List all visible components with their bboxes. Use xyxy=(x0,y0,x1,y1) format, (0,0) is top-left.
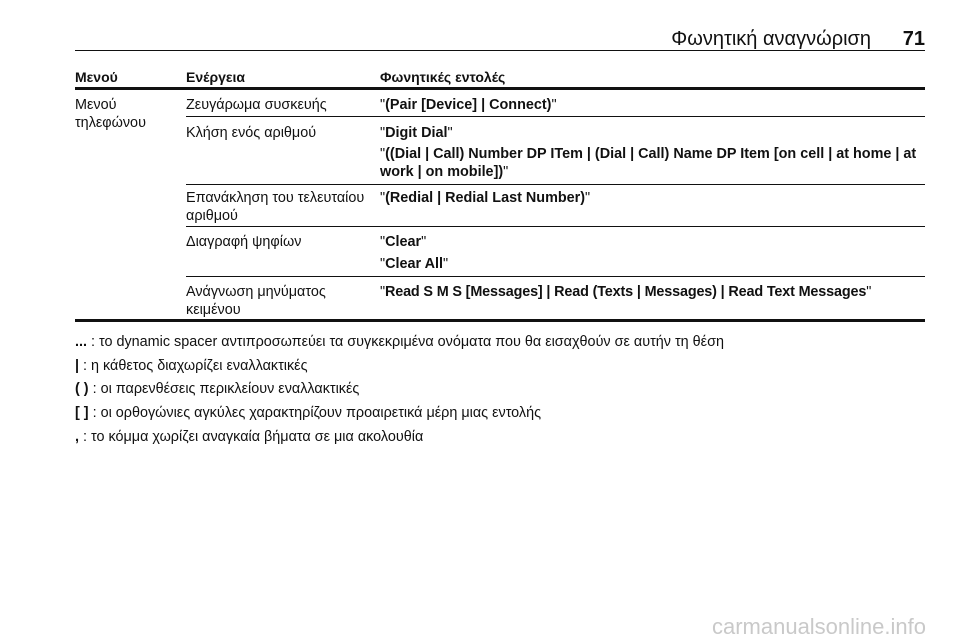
command-cell: "(Pair [Device] | Connect)" xyxy=(380,97,557,113)
function-cell: Ζευγάρωμα συσκευής xyxy=(186,97,327,113)
function-cell: Κλήση ενός αριθμού xyxy=(186,125,317,141)
legend-item xyxy=(75,404,541,422)
command-cell: "Clear All" xyxy=(380,256,449,272)
command-cell: "((Dial | Call) Number DP ITem | (Dial | Call) Name DP Item [on cell | at home | at work | on mobile])" xyxy=(380,146,917,180)
legend-text: : το κόμμα χωρίζει αναγκαία βήματα σε μια ακολουθία xyxy=(83,429,424,445)
legend-item xyxy=(75,357,308,375)
command-text: (Redial | Redial Last Number) xyxy=(385,190,586,206)
function-cell: Επανάκληση του τελευταίου αριθμού xyxy=(186,190,365,224)
row-divider xyxy=(186,184,925,185)
legend-text: : οι ορθογώνιες αγκύλες χαρακτηρίζουν προαιρετικά μέρη μιας εντολής xyxy=(92,405,542,421)
legend-symbol: [ ] xyxy=(75,405,89,421)
header-rule xyxy=(75,50,925,51)
command-text: Digit Dial xyxy=(385,125,448,141)
page-header xyxy=(75,28,925,52)
function-cell: Διαγραφή ψηφίων xyxy=(186,234,302,250)
row-divider xyxy=(186,276,925,277)
column-header-commands: Φωνητικές εντολές xyxy=(380,69,506,85)
row-divider xyxy=(186,226,925,227)
command-cell: "Read S M S [Messages] | Read (Texts | Messages) | Read Text Messages" xyxy=(380,284,872,300)
legend-item xyxy=(75,380,359,398)
column-header-action: Ενέργεια xyxy=(186,69,246,85)
command-text: (Pair [Device] | Connect) xyxy=(385,97,552,113)
row-divider xyxy=(186,116,925,117)
legend-text: : το dynamic spacer αντιπροσωπεύει τα συγκεκριμένα ονόματα που θα εισαχθούν σε αυτήν τη θέση xyxy=(91,334,724,350)
legend-text: : η κάθετος διαχωρίζει εναλλακτικές xyxy=(83,358,308,374)
legend-text: : οι παρενθέσεις περικλείουν εναλλακτικές xyxy=(92,381,360,397)
watermark-text: carmanualsonline.info xyxy=(711,614,926,639)
table-header-rule xyxy=(75,87,925,90)
function-cell: Ανάγνωση μηνύματος κειμένου xyxy=(186,284,326,318)
command-text: Clear xyxy=(385,234,422,250)
page-number: 71 xyxy=(902,28,925,50)
command-cell: "Clear" xyxy=(380,234,427,250)
command-text: Clear All xyxy=(385,256,443,272)
legend-symbol: , xyxy=(75,429,79,445)
page-title: Φωνητική αναγνώριση xyxy=(671,28,871,50)
command-text: ((Dial | Call) Number DP ITem | (Dial | Call) Name DP Item [on cell | at home | at work | on mobile]) xyxy=(380,146,917,180)
legend-symbol: ... xyxy=(75,334,87,350)
table-bottom-rule xyxy=(75,319,925,322)
legend-symbol: | xyxy=(75,358,80,374)
legend-item xyxy=(75,333,724,351)
menu-cell: Μενού τηλεφώνου xyxy=(75,97,146,131)
legend-symbol: ( ) xyxy=(75,381,89,397)
command-cell: "Digit Dial" xyxy=(380,125,453,141)
command-cell: "(Redial | Redial Last Number)" xyxy=(380,190,591,206)
legend-item xyxy=(75,428,423,446)
column-header-menu: Μενού xyxy=(75,69,118,85)
command-text: Read S M S [Messages] | Read (Texts | Messages) | Read Text Messages xyxy=(384,284,867,300)
